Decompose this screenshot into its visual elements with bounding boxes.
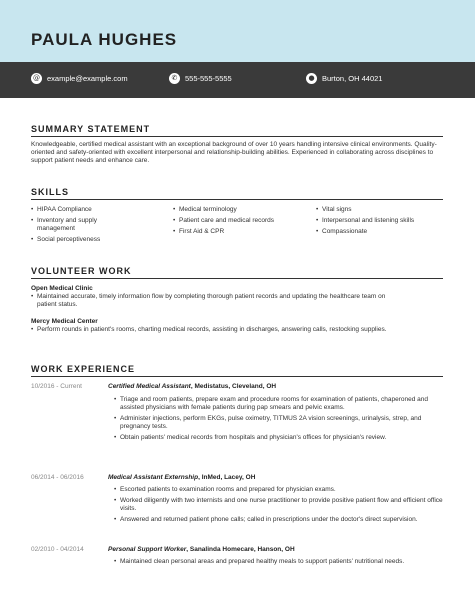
volunteer-entry <box>31 285 443 309</box>
at-icon: @ <box>33 74 40 82</box>
job-bullet: • Maintained clean personal areas and prepared healthy meals to support patients' nutritional needs. <box>114 558 444 566</box>
experience-title: WORK EXPERIENCE <box>31 364 136 374</box>
job-role: Certified Medical Assistant <box>108 383 191 390</box>
job-bullet: • Answered and returned patient phone calls; called in prescriptions under the doctor's direct supervision. <box>114 516 444 524</box>
skill-item: • Compassionate <box>316 228 446 236</box>
skills-column-1 <box>31 206 161 247</box>
volunteer-bullet: • Perform rounds in patient's rooms, charting medical records, assisting in discharges, answering calls, restocking supplies. <box>31 326 443 334</box>
job-employer: InMed, Lacey, OH <box>201 474 256 481</box>
address-text: Burton, OH 44021 <box>322 74 383 83</box>
skill-item: • HIPAA Compliance <box>31 206 161 214</box>
job-bullet: • Administer injections, perform EKGs, pulse oximetry, TITMUS 2A vision screenings, urinalysis, strep, and pregnancy tests. <box>114 415 444 431</box>
job-bullet: • Worked diligently with two internists and one nurse practitioner to provide positive patient flow and efficient office visits. <box>114 497 444 513</box>
phone-text: 555-555-5555 <box>185 74 232 83</box>
experience-divider <box>31 376 443 377</box>
contact-address <box>306 73 382 84</box>
location-pin-icon: ● <box>306 73 317 84</box>
job-bullets <box>114 396 444 445</box>
volunteer-org: Open Medical Clinic <box>31 285 93 292</box>
job-bullets <box>114 486 444 527</box>
contact-phone[interactable] <box>169 73 232 84</box>
volunteer-org: Mercy Medical Center <box>31 318 98 325</box>
job-dates: 06/2014 - 06/2016 <box>31 474 84 481</box>
volunteer-divider <box>31 278 443 279</box>
skill-item: • Vital signs <box>316 206 446 214</box>
job-employer: Sanalinda Homecare, Hanson, OH <box>189 546 295 553</box>
skills-title: SKILLS <box>31 187 70 197</box>
job-bullets <box>114 558 444 569</box>
skill-item: • Social perceptiveness <box>31 236 161 244</box>
job-header: Medical Assistant Externship, InMed, Lacey, OH <box>108 474 256 481</box>
job-bullet: • Escorted patients to examination rooms and prepared for physician exams. <box>114 486 444 494</box>
email-text: example@example.com <box>47 74 128 83</box>
summary-divider <box>31 136 443 137</box>
job-header: Certified Medical Assistant, Medistatus, Cleveland, OH <box>108 383 277 390</box>
job-role: Medical Assistant Externship <box>108 474 199 481</box>
skill-item: • Interpersonal and listening skills <box>316 217 446 225</box>
phone-icon: ✆ <box>169 73 180 84</box>
skill-item: • Inventory and supply management <box>31 217 121 233</box>
skill-item: • Medical terminology <box>173 206 313 214</box>
job-header: Personal Support Worker, Sanalinda Homecare, Hanson, OH <box>108 546 295 553</box>
contact-email[interactable] <box>31 73 128 84</box>
job-dates: 10/2016 - Current <box>31 383 82 390</box>
job-bullet: • Obtain patients' medical records from hospitals and physician's offices for physician's review. <box>114 434 444 442</box>
summary-text: Knowledgeable, certified medical assistant with an exceptional background of over 10 years handling intensive clinical environments. Quality-oriented and safety-oriented with excellent interpersonal and relationship-building abilities. Experienced in collaborating across disciplines to support patient needs and enhance care. <box>31 141 437 164</box>
summary-title: SUMMARY STATEMENT <box>31 124 151 134</box>
volunteer-title: VOLUNTEER WORK <box>31 266 132 276</box>
candidate-name: PAULA HUGHES <box>31 30 178 49</box>
volunteer-bullet: • Maintained accurate, timely information flow by completing thorough patient records and updating the healthcare team on patient status. <box>31 293 403 309</box>
job-employer: Medistatus, Cleveland, OH <box>194 383 277 390</box>
skill-item: • First Aid & CPR <box>173 228 313 236</box>
skill-item: • Patient care and medical records <box>173 217 313 225</box>
skills-divider <box>31 199 443 200</box>
volunteer-entry <box>31 318 443 334</box>
skills-column-3 <box>316 206 446 239</box>
job-dates: 02/2010 - 04/2014 <box>31 546 84 553</box>
skills-column-2 <box>173 206 313 239</box>
job-role: Personal Support Worker <box>108 546 187 553</box>
contact-bar <box>0 62 475 98</box>
job-bullet: • Triage and room patients, prepare exam and procedure rooms for examination of patients, chaperoned and assisted physicians with female patients during pap smears and pelvic exams. <box>114 396 444 412</box>
